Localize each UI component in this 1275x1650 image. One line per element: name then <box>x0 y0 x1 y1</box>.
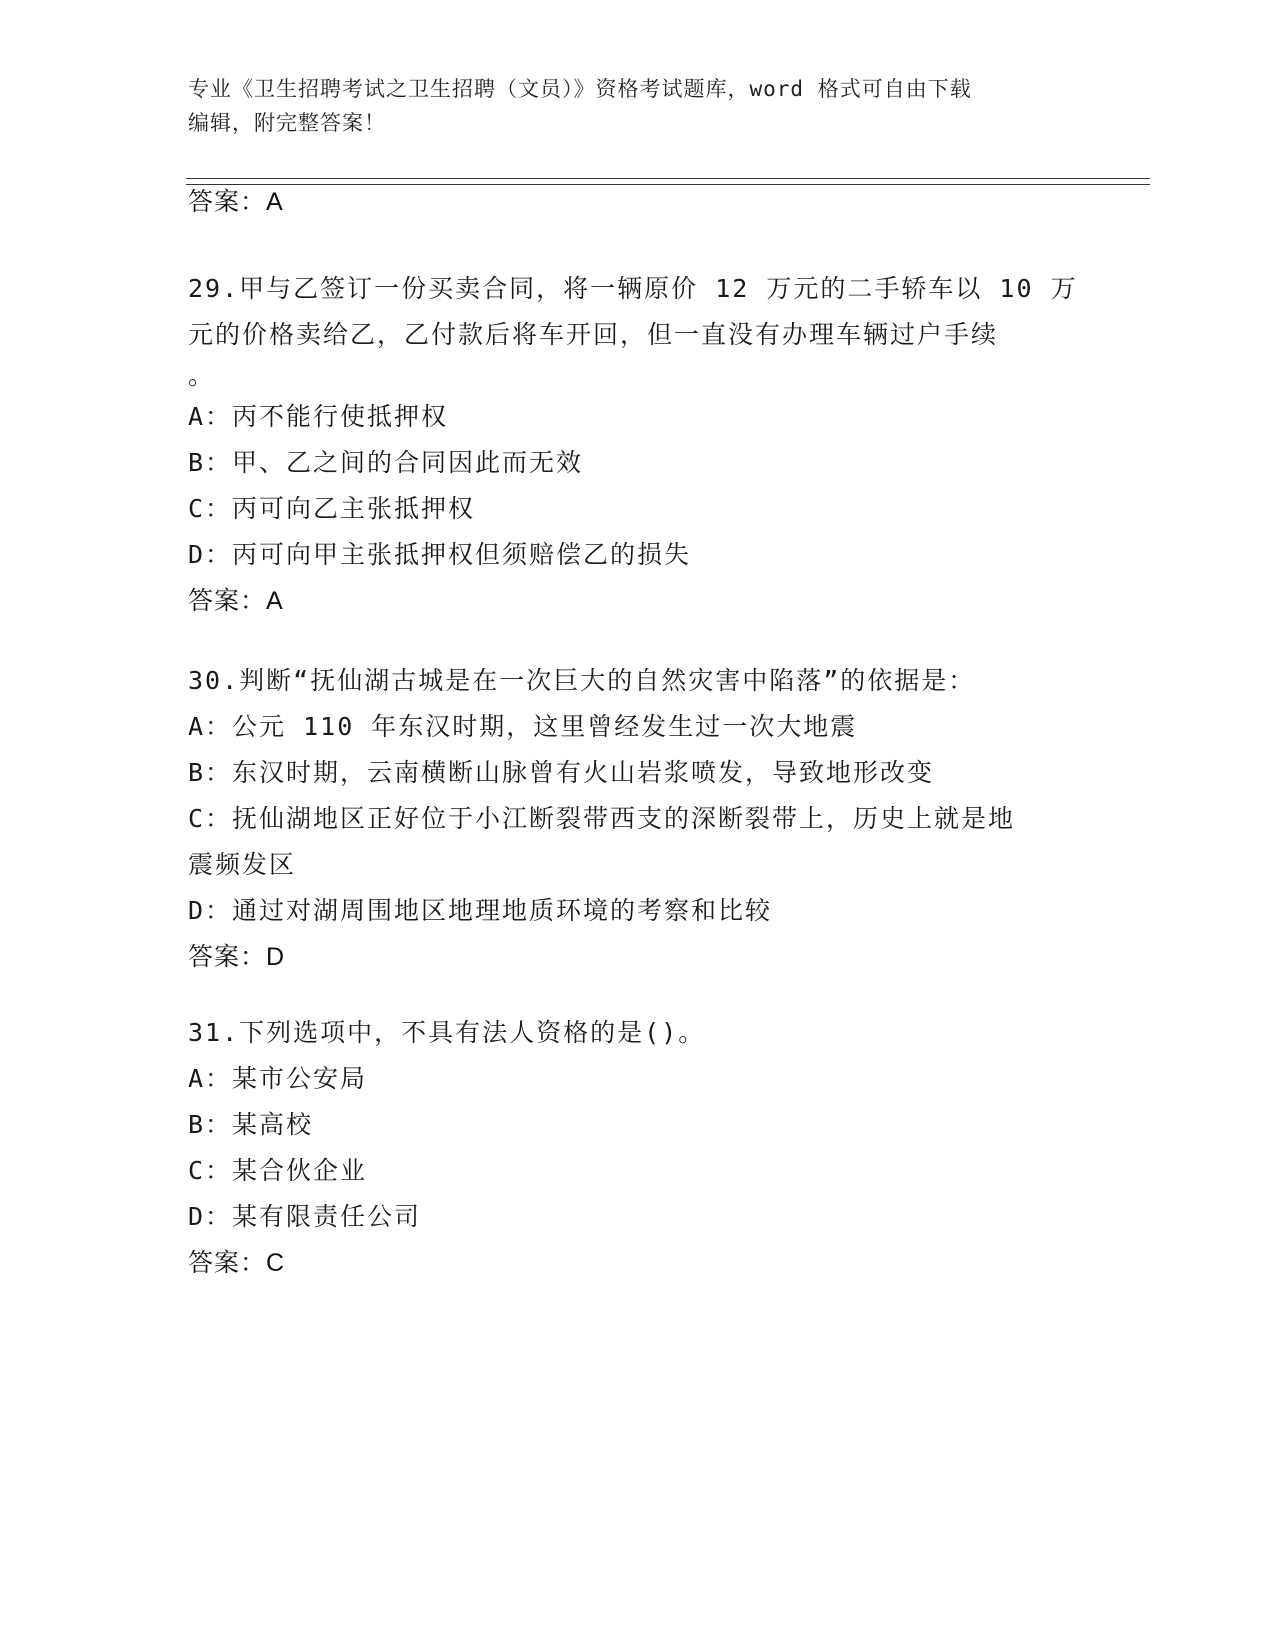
answer-label: 答案：D <box>188 943 286 971</box>
question-text-line: 30.判断“抚仙湖古城是在一次巨大的自然灾害中陷落”的依据是： <box>188 666 976 695</box>
option-b: B：东汉时期，云南横断山脉曾有火山岩浆喷发，导致地形改变 <box>188 758 935 787</box>
option-a: A：公元 110 年东汉时期，这里曾经发生过一次大地震 <box>188 712 858 741</box>
question-30 <box>188 658 1088 980</box>
option-c: C：抚仙湖地区正好位于小江断裂带西支的深断裂带上，历史上就是地 <box>188 804 1016 833</box>
question-31 <box>188 1010 1088 1286</box>
header-intro-line-1: 专业《卫生招聘考试之卫生招聘（文员）》资格考试题库，word 格式可自由下载 <box>188 77 972 101</box>
answer-label: 答案：A <box>188 188 284 216</box>
option-a: A：某市公安局 <box>188 1064 368 1093</box>
option-b: B：甲、乙之间的合同因此而无效 <box>188 448 584 477</box>
question-text-line: 。 <box>188 361 216 390</box>
header-intro-line-2: 编辑，附完整答案！ <box>188 111 386 135</box>
question-29 <box>188 266 1088 624</box>
option-c: C：某合伙企业 <box>188 1156 368 1185</box>
question-text-line: 29.甲与乙签订一份买卖合同，将一辆原价 12 万元的二手轿车以 10 万 <box>188 274 1078 303</box>
option-d: D：某有限责任公司 <box>188 1202 422 1231</box>
option-b: B：某高校 <box>188 1110 314 1139</box>
answer-label: 答案：C <box>188 1249 286 1277</box>
option-c: C：丙可向乙主张抵押权 <box>188 494 476 523</box>
option-d: D：丙可向甲主张抵押权但须赔偿乙的损失 <box>188 540 692 569</box>
option-d: D：通过对湖周围地区地理地质环境的考察和比较 <box>188 896 773 925</box>
document-header <box>188 72 1068 140</box>
answer-label: 答案：A <box>188 587 284 615</box>
question-text-line: 31.下列选项中，不具有法人资格的是()。 <box>188 1018 706 1047</box>
previous-answer-block <box>188 179 1088 225</box>
option-a: A：丙不能行使抵押权 <box>188 402 449 431</box>
question-text-line: 元的价格卖给乙，乙付款后将车开回，但一直没有办理车辆过户手续 <box>188 320 999 349</box>
option-c-continued: 震频发区 <box>188 850 297 879</box>
